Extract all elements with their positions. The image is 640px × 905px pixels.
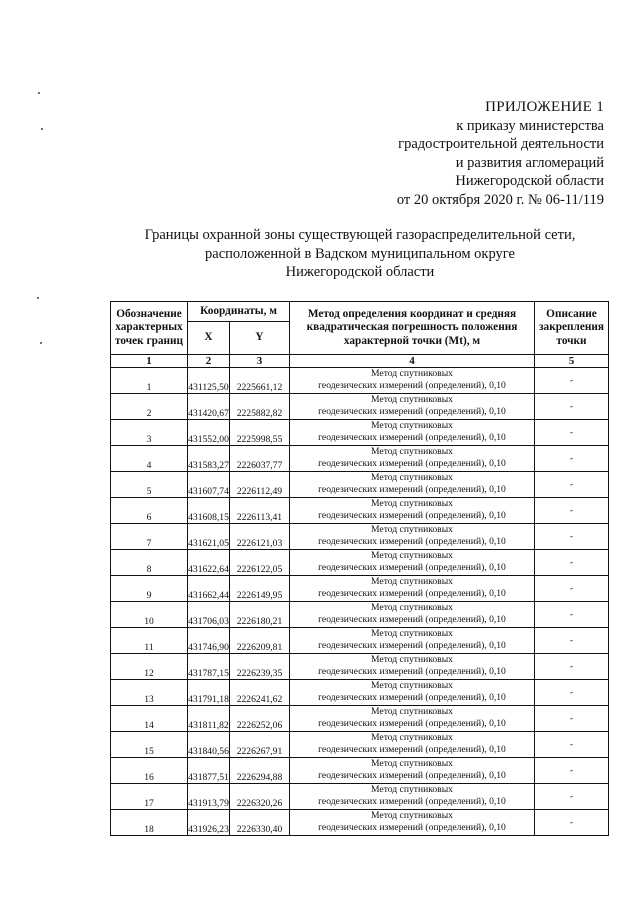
coord-y: 2226113,41 — [230, 498, 290, 524]
method-line: геодезических измерений (определений), 0,10 — [318, 718, 506, 729]
table-row — [111, 446, 609, 472]
coord-y: 2226121,03 — [230, 524, 290, 550]
table-row — [111, 732, 609, 758]
coord-y: 2226241,62 — [230, 680, 290, 706]
appendix-line: и развития агломераций — [455, 154, 604, 171]
col-number: 5 — [535, 355, 609, 368]
point-id: 15 — [111, 732, 188, 758]
point-id: 9 — [111, 576, 188, 602]
point-id: 5 — [111, 472, 188, 498]
table-row — [111, 602, 609, 628]
method-line: Метод спутниковых — [371, 758, 453, 769]
point-id: 11 — [111, 628, 188, 654]
method-cell — [290, 602, 535, 628]
table-row — [111, 680, 609, 706]
point-id: 17 — [111, 784, 188, 810]
coord-y: 2226112,49 — [230, 472, 290, 498]
point-id: 3 — [111, 420, 188, 446]
method-cell — [290, 394, 535, 420]
method-line: геодезических измерений (определений), 0,10 — [318, 796, 506, 807]
table-row — [111, 472, 609, 498]
coord-y: 2226209,81 — [230, 628, 290, 654]
header-x: X — [188, 322, 230, 355]
fixation-desc: - — [535, 550, 609, 576]
point-id: 16 — [111, 758, 188, 784]
coord-y: 2226330,40 — [230, 810, 290, 836]
method-line: геодезических измерений (определений), 0,10 — [318, 640, 506, 651]
method-cell — [290, 576, 535, 602]
fixation-desc: - — [535, 732, 609, 758]
coord-x: 431622,64 — [188, 550, 230, 576]
title-line: Нижегородской области — [285, 264, 435, 280]
method-line: Метод спутниковых — [371, 654, 453, 665]
method-line: Метод спутниковых — [371, 602, 453, 613]
fixation-desc: - — [535, 420, 609, 446]
coord-y: 2226294,88 — [230, 758, 290, 784]
fixation-desc: - — [535, 654, 609, 680]
table-row — [111, 576, 609, 602]
fixation-desc: - — [535, 810, 609, 836]
coord-y: 2226239,35 — [230, 654, 290, 680]
scan-speck — [38, 92, 40, 94]
method-line: Метод спутниковых — [371, 368, 453, 379]
method-line: Метод спутниковых — [371, 784, 453, 795]
point-id: 1 — [111, 368, 188, 394]
method-line: Метод спутниковых — [371, 524, 453, 535]
coord-x: 431621,05 — [188, 524, 230, 550]
method-cell — [290, 550, 535, 576]
header-point: Обозначение характерных точек границ — [111, 302, 188, 355]
fixation-desc: - — [535, 446, 609, 472]
method-line: геодезических измерений (определений), 0,10 — [318, 484, 506, 495]
method-line: Метод спутниковых — [371, 680, 453, 691]
method-cell — [290, 680, 535, 706]
method-cell — [290, 420, 535, 446]
col-number: 4 — [290, 355, 535, 368]
table-row — [111, 394, 609, 420]
method-cell — [290, 732, 535, 758]
method-cell — [290, 810, 535, 836]
col-number: 2 — [188, 355, 230, 368]
method-line: Метод спутниковых — [371, 472, 453, 483]
coord-y: 2226037,77 — [230, 446, 290, 472]
table-row — [111, 706, 609, 732]
coord-x: 431787,15 — [188, 654, 230, 680]
coord-x: 431706,03 — [188, 602, 230, 628]
coord-y: 2225882,82 — [230, 394, 290, 420]
point-id: 12 — [111, 654, 188, 680]
method-line: геодезических измерений (определений), 0,10 — [318, 432, 506, 443]
method-cell — [290, 654, 535, 680]
method-line: геодезических измерений (определений), 0,10 — [318, 822, 506, 833]
table-row — [111, 368, 609, 394]
coord-x: 431791,18 — [188, 680, 230, 706]
point-id: 8 — [111, 550, 188, 576]
fixation-desc: - — [535, 524, 609, 550]
coord-x: 431746,90 — [188, 628, 230, 654]
method-line: геодезических измерений (определений), 0,10 — [318, 588, 506, 599]
method-line: Метод спутниковых — [371, 394, 453, 405]
appendix-block — [397, 98, 604, 209]
method-line: Метод спутниковых — [371, 550, 453, 561]
method-line: Метод спутниковых — [371, 420, 453, 431]
method-line: геодезических измерений (определений), 0,10 — [318, 692, 506, 703]
coord-x: 431607,74 — [188, 472, 230, 498]
method-line: Метод спутниковых — [371, 810, 453, 821]
point-id: 14 — [111, 706, 188, 732]
col-number: 3 — [230, 355, 290, 368]
method-line: геодезических измерений (определений), 0,10 — [318, 458, 506, 469]
fixation-desc: - — [535, 628, 609, 654]
appendix-heading: ПРИЛОЖЕНИЕ 1 — [485, 99, 604, 115]
col-number: 1 — [111, 355, 188, 368]
scan-speck — [41, 128, 43, 130]
fixation-desc: - — [535, 680, 609, 706]
appendix-line: Нижегородской области — [455, 173, 604, 189]
method-line: Метод спутниковых — [371, 498, 453, 509]
header-method: Метод определения координат и средняя квадратическая погрешность положения характерной точки (Mt), м — [290, 302, 535, 355]
coord-y: 2225998,55 — [230, 420, 290, 446]
method-cell — [290, 472, 535, 498]
point-id: 13 — [111, 680, 188, 706]
table-body — [111, 368, 609, 836]
method-cell — [290, 706, 535, 732]
point-id: 18 — [111, 810, 188, 836]
method-line: Метод спутниковых — [371, 706, 453, 717]
method-line: Метод спутниковых — [371, 446, 453, 457]
method-cell — [290, 498, 535, 524]
point-id: 6 — [111, 498, 188, 524]
method-cell — [290, 524, 535, 550]
method-line: геодезических измерений (определений), 0,10 — [318, 406, 506, 417]
scan-speck — [37, 297, 39, 299]
fixation-desc: - — [535, 472, 609, 498]
appendix-line: к приказу министерства — [456, 117, 604, 134]
method-line: геодезических измерений (определений), 0,10 — [318, 666, 506, 677]
method-line: Метод спутниковых — [371, 732, 453, 743]
method-cell — [290, 368, 535, 394]
method-cell — [290, 446, 535, 472]
fixation-desc: - — [535, 602, 609, 628]
fixation-desc: - — [535, 368, 609, 394]
coordinates-table — [110, 301, 609, 836]
coord-x: 431811,82 — [188, 706, 230, 732]
coord-x: 431552,00 — [188, 420, 230, 446]
table-row — [111, 758, 609, 784]
method-line: геодезических измерений (определений), 0,10 — [318, 510, 506, 521]
scan-speck — [40, 342, 42, 344]
fixation-desc: - — [535, 394, 609, 420]
table-row — [111, 628, 609, 654]
coord-y: 2226180,21 — [230, 602, 290, 628]
coord-x: 431840,56 — [188, 732, 230, 758]
fixation-desc: - — [535, 706, 609, 732]
header-y: Y — [230, 322, 290, 355]
header-desc: Описание закрепления точки — [535, 302, 609, 355]
method-cell — [290, 758, 535, 784]
method-line: геодезических измерений (определений), 0,10 — [318, 770, 506, 781]
method-cell — [290, 628, 535, 654]
method-line: геодезических измерений (определений), 0,10 — [318, 380, 506, 391]
coord-y: 2226149,95 — [230, 576, 290, 602]
method-cell — [290, 784, 535, 810]
fixation-desc: - — [535, 758, 609, 784]
point-id: 2 — [111, 394, 188, 420]
coord-y: 2225661,12 — [230, 368, 290, 394]
fixation-desc: - — [535, 784, 609, 810]
method-line: геодезических измерений (определений), 0,10 — [318, 614, 506, 625]
coord-y: 2226122,05 — [230, 550, 290, 576]
title-line: расположенной в Вадском муниципальном округе — [205, 245, 515, 262]
table-row — [111, 420, 609, 446]
coord-y: 2226252,06 — [230, 706, 290, 732]
document-title — [100, 226, 620, 282]
method-line: геодезических измерений (определений), 0,10 — [318, 562, 506, 573]
coord-y: 2226320,26 — [230, 784, 290, 810]
table-row — [111, 550, 609, 576]
method-line: Метод спутниковых — [371, 576, 453, 587]
coord-y: 2226267,91 — [230, 732, 290, 758]
title-line: Границы охранной зоны существующей газораспределительной сети, — [144, 227, 576, 243]
coord-x: 431125,50 — [188, 368, 230, 394]
point-id: 10 — [111, 602, 188, 628]
table-row — [111, 498, 609, 524]
point-id: 4 — [111, 446, 188, 472]
fixation-desc: - — [535, 576, 609, 602]
coord-x: 431913,79 — [188, 784, 230, 810]
coord-x: 431926,23 — [188, 810, 230, 836]
table-row — [111, 654, 609, 680]
coord-x: 431583,27 — [188, 446, 230, 472]
method-line: геодезических измерений (определений), 0,10 — [318, 744, 506, 755]
table-row — [111, 524, 609, 550]
coord-x: 431877,51 — [188, 758, 230, 784]
method-line: геодезических измерений (определений), 0,10 — [318, 536, 506, 547]
appendix-order-date: от 20 октября 2020 г. № 06-11/119 — [396, 191, 604, 208]
table-row — [111, 810, 609, 836]
coord-x: 431662,44 — [188, 576, 230, 602]
method-line: Метод спутниковых — [371, 628, 453, 639]
point-id: 7 — [111, 524, 188, 550]
appendix-line: градостроительной деятельности — [398, 136, 604, 152]
coord-x: 431420,67 — [188, 394, 230, 420]
header-coords: Координаты, м — [188, 302, 290, 322]
table-row — [111, 784, 609, 810]
fixation-desc: - — [535, 498, 609, 524]
coord-x: 431608,15 — [188, 498, 230, 524]
